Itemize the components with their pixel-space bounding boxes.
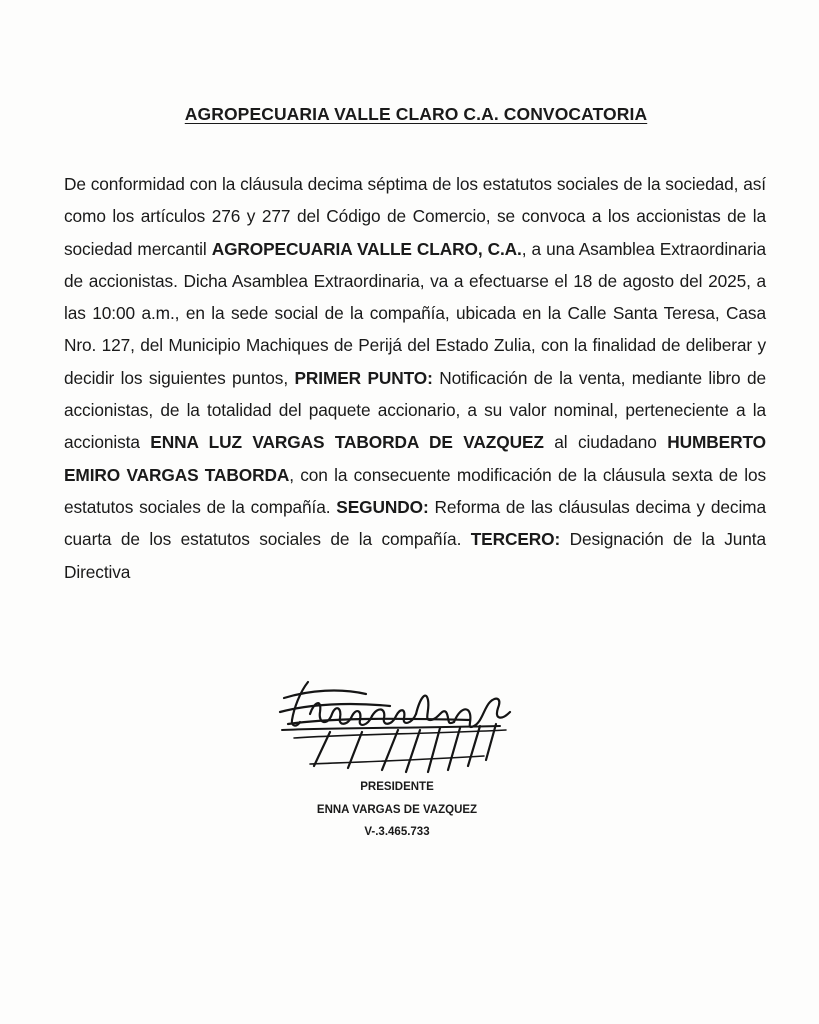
paragraph-segment: al ciudadano [543, 432, 668, 453]
first-point-label: PRIMER PUNTO: [294, 367, 433, 388]
signer-name: ENNA VARGAS DE VAZQUEZ [316, 803, 478, 816]
signer-id-number: V-.3.465.733 [364, 826, 430, 838]
handwritten-signature [270, 668, 530, 778]
paragraph-segment: Designación de la Junta Directiva [64, 529, 766, 582]
paragraph-segment: , con la consecuente modificación de la cláusula sexta de los estatutos sociales de la compañía. [64, 464, 766, 517]
paragraph-segment: Notificación de la venta, mediante libro de accionistas, de la totalidad del paquete accionario, a su valor nominal, perteneciente a la accionista [64, 367, 766, 453]
buyer-name: HUMBERTO EMIRO VARGAS TABORDA [64, 432, 766, 485]
convocation-paragraph [64, 168, 766, 588]
paragraph-segment: De conformidad con la cláusula decima séptima de los estatutos sociales de la sociedad, así como los artículos 276 y 277 del Código de Comercio, se convoca a los accionistas de la sociedad mercantil [64, 174, 766, 259]
company-name-bold: AGROPECUARIA VALLE CLARO, C.A. [211, 238, 522, 259]
signature-block [300, 776, 494, 844]
third-point-label: TERCERO: [470, 529, 561, 550]
document-title: AGROPECUARIA VALLE CLARO C.A. CONVOCATORIA [184, 104, 648, 124]
paragraph-segment: , a una Asamblea Extraordinaria de accionistas. Dicha Asamblea Extraordinaria, va a efectuarse el 18 de agosto del 2025, a las 10:00 a.m., en la sede social de la compañía, ubicada en la Calle Santa Teresa, Casa Nro. 127, del Municipio Machiques de Perijá del Estado Zulia, con la finalidad de deliberar y decidir los siguientes puntos, [64, 238, 766, 388]
seller-name: ENNA LUZ VARGAS TABORDA DE VAZQUEZ [150, 432, 544, 453]
second-point-label: SEGUNDO: [336, 496, 429, 517]
signer-role: PRESIDENTE [360, 781, 434, 793]
paragraph-segment: Reforma de las cláusulas decima y decima cuarta de los estatutos sociales de la compañía. [64, 496, 766, 550]
